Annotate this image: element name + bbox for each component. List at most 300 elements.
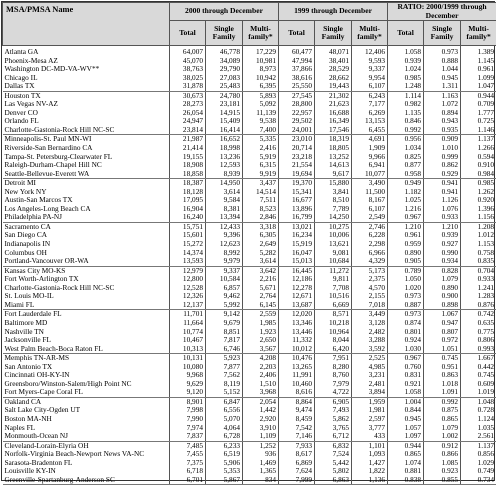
single-family-2000-cell: 7,562 [206, 371, 243, 380]
single-family-2000-cell: 12,593 [206, 161, 243, 170]
single-family-2000-cell: 15,409 [206, 117, 243, 126]
ratio-multi-family-cell: 0.728 [461, 406, 496, 415]
total-1999-cell: 28,800 [279, 100, 315, 109]
ratio-total-cell: 0.760 [388, 363, 424, 372]
subheader-total: Total [279, 21, 315, 46]
msa-name-cell: Oakland CA [3, 397, 170, 406]
multi-family-1999-cell: 6,966 [352, 249, 388, 258]
subheader-total: Total [388, 21, 424, 46]
table-row [3, 415, 496, 424]
table-row [3, 397, 496, 406]
ratio-total-cell: 0.865 [388, 450, 424, 459]
table-row [3, 257, 496, 266]
msa-name-cell: Fort Myers-Cape Coral FL [3, 388, 170, 397]
single-family-2000-cell: 6,233 [206, 441, 243, 450]
single-family-1999-cell: 7,979 [315, 380, 352, 389]
multi-family-1999-cell: 1,959 [352, 397, 388, 406]
table-row [3, 319, 496, 328]
ratio-total-cell: 1.050 [388, 275, 424, 284]
multi-family-1999-cell: 1,981 [352, 406, 388, 415]
multi-family-2000-cell: 5,092 [243, 100, 279, 109]
ratio-single-family-cell: 0.972 [424, 336, 461, 345]
total-2000-cell: 23,814 [170, 126, 206, 135]
total-2000-cell: 6,701 [170, 476, 206, 485]
multi-family-2000-cell: 2,054 [243, 397, 279, 406]
ratio-total-cell: 0.949 [388, 179, 424, 188]
multi-family-1999-cell: 2,481 [352, 380, 388, 389]
ratio-multi-family-cell: 0.709 [461, 100, 496, 109]
multi-family-2000-cell: 3,614 [243, 257, 279, 266]
multi-family-1999-cell: 3,128 [352, 319, 388, 328]
multi-family-2000-cell: 1,510 [243, 380, 279, 389]
table-row [3, 476, 496, 485]
ratio-multi-family-cell: 0.920 [461, 196, 496, 205]
ratio-single-family-cell: 0.935 [424, 126, 461, 135]
single-family-2000-cell: 16,414 [206, 126, 243, 135]
table-row [3, 135, 496, 144]
ratio-single-family-cell: 1.051 [424, 345, 461, 354]
msa-name-cell: Norfolk-Virginia Beach-Newport News VA-NC [3, 450, 170, 459]
ratio-multi-family-cell: 1.145 [461, 57, 496, 66]
ratio-single-family-cell: 0.828 [424, 266, 461, 275]
multi-family-1999-cell: 2,155 [352, 292, 388, 301]
total-2000-cell: 13,593 [170, 257, 206, 266]
msa-name-cell: Miami FL [3, 301, 170, 310]
multi-family-1999-cell: 12,406 [352, 46, 388, 57]
multi-family-1999-cell: 6,107 [352, 82, 388, 91]
table-row [3, 292, 496, 301]
ratio-total-cell: 0.846 [388, 117, 424, 126]
single-family-1999-cell: 7,708 [315, 284, 352, 293]
msa-name-cell: Naples FL [3, 424, 170, 433]
total-1999-cell: 15,919 [279, 240, 315, 249]
msa-name-cell: Memphis TN-AR-MS [3, 354, 170, 363]
table-row [3, 100, 496, 109]
table-row [3, 388, 496, 397]
total-2000-cell: 15,601 [170, 231, 206, 240]
ratio-multi-family-cell: 1.035 [461, 424, 496, 433]
multi-family-2000-cell: 5,335 [243, 135, 279, 144]
single-family-2000-cell: 23,181 [206, 100, 243, 109]
total-1999-cell: 21,554 [279, 161, 315, 170]
total-2000-cell: 7,990 [170, 415, 206, 424]
multi-family-1999-cell: 3,490 [352, 179, 388, 188]
total-2000-cell: 7,375 [170, 459, 206, 468]
ratio-total-cell: 1.020 [388, 284, 424, 293]
ratio-total-cell: 0.881 [388, 467, 424, 476]
ratio-single-family-cell: 0.894 [424, 109, 461, 118]
total-1999-cell: 29,502 [279, 117, 315, 126]
total-1999-cell: 16,234 [279, 231, 315, 240]
msa-name-cell: New York NY [3, 188, 170, 197]
total-1999-cell: 12,671 [279, 292, 315, 301]
total-1999-cell: 25,550 [279, 82, 315, 91]
single-family-1999-cell: 21,302 [315, 91, 352, 100]
single-family-1999-cell: 21,623 [315, 100, 352, 109]
single-family-2000-cell: 8,119 [206, 380, 243, 389]
table-row [3, 301, 496, 310]
total-1999-cell: 13,896 [279, 205, 315, 214]
single-family-2000-cell: 6,746 [206, 345, 243, 354]
total-2000-cell: 7,455 [170, 450, 206, 459]
ratio-multi-family-cell: 1.146 [461, 126, 496, 135]
total-1999-cell: 15,013 [279, 257, 315, 266]
total-1999-cell: 23,218 [279, 153, 315, 162]
ratio-single-family-cell: 0.943 [424, 117, 461, 126]
total-1999-cell: 10,460 [279, 380, 315, 389]
table-row [3, 57, 496, 66]
table-row [3, 109, 496, 118]
single-family-2000-cell: 5,992 [206, 301, 243, 310]
total-2000-cell: 15,272 [170, 240, 206, 249]
msa-name-cell: Seattle-Bellevue-Everett WA [3, 170, 170, 179]
single-family-1999-cell: 10,006 [315, 231, 352, 240]
ratio-total-cell: 1.030 [388, 345, 424, 354]
ratio-single-family-cell: 1.076 [424, 205, 461, 214]
multi-family-1999-cell: 7,018 [352, 301, 388, 310]
ratio-multi-family-cell: 1.012 [461, 231, 496, 240]
ratio-multi-family-cell: 1.396 [461, 205, 496, 214]
ratio-single-family-cell: 0.875 [424, 406, 461, 415]
ratio-single-family-cell: 0.745 [424, 354, 461, 363]
total-1999-cell: 15,341 [279, 188, 315, 197]
total-2000-cell: 26,054 [170, 109, 206, 118]
multi-family-1999-cell: 7,177 [352, 100, 388, 109]
ratio-multi-family-cell: 0.984 [461, 170, 496, 179]
ratio-total-cell: 1.114 [388, 91, 424, 100]
group-header-ratio: RATIO: 2000/1999 through December [388, 3, 496, 21]
ratio-multi-family-cell: 0.635 [461, 319, 496, 328]
table-row [3, 371, 496, 380]
single-family-1999-cell: 48,071 [315, 46, 352, 57]
ratio-multi-family-cell: 0.749 [461, 467, 496, 476]
ratio-total-cell: 1.248 [388, 82, 424, 91]
single-family-2000-cell: 7,817 [206, 336, 243, 345]
table-row [3, 188, 496, 197]
ratio-single-family-cell: 0.951 [424, 363, 461, 372]
ratio-single-family-cell: 0.941 [424, 188, 461, 197]
table-header [3, 3, 496, 46]
total-1999-cell: 8,459 [279, 415, 315, 424]
total-1999-cell: 11,991 [279, 371, 315, 380]
ratio-total-cell: 0.961 [388, 231, 424, 240]
multi-family-2000-cell: 2,216 [243, 275, 279, 284]
ratio-total-cell: 0.874 [388, 319, 424, 328]
total-2000-cell: 9,120 [170, 388, 206, 397]
multi-family-2000-cell: 1,923 [243, 328, 279, 337]
multi-family-2000-cell: 1,469 [243, 459, 279, 468]
single-family-2000-cell: 10,584 [206, 275, 243, 284]
ratio-multi-family-cell: 0.806 [461, 336, 496, 345]
table-row [3, 196, 496, 205]
total-1999-cell: 24,001 [279, 126, 315, 135]
ratio-total-cell: 0.956 [388, 135, 424, 144]
ratio-total-cell: 1.058 [388, 46, 424, 57]
table-row [3, 82, 496, 91]
msa-name-cell: Charlotte-Gastonia-Rock Hill NC-SC [3, 126, 170, 135]
total-2000-cell: 10,313 [170, 345, 206, 354]
ratio-multi-family-cell: 0.704 [461, 266, 496, 275]
ratio-total-cell: 1.058 [388, 388, 424, 397]
ratio-multi-family-cell: 0.725 [461, 117, 496, 126]
msa-name-cell: Philadelphia PA-NJ [3, 213, 170, 222]
ratio-single-family-cell: 0.992 [424, 397, 461, 406]
single-family-1999-cell: 28,529 [315, 65, 352, 74]
total-1999-cell: 7,146 [279, 432, 315, 441]
table-row [3, 441, 496, 450]
multi-family-1999-cell: 2,375 [352, 275, 388, 284]
ratio-single-family-cell: 0.909 [424, 135, 461, 144]
table-row [3, 117, 496, 126]
single-family-2000-cell: 13,236 [206, 153, 243, 162]
total-2000-cell: 18,128 [170, 188, 206, 197]
msa-name-cell: Salt Lake City-Ogden UT [3, 406, 170, 415]
multi-family-2000-cell: 936 [243, 450, 279, 459]
multi-family-1999-cell: 9,593 [352, 57, 388, 66]
msa-name-cell: Monmouth-Ocean NJ [3, 432, 170, 441]
table-row [3, 459, 496, 468]
total-2000-cell: 10,080 [170, 363, 206, 372]
multi-family-2000-cell: 9,538 [243, 117, 279, 126]
ratio-total-cell: 1.210 [388, 222, 424, 231]
msa-name-cell: Tampa-St. Petersburg-Clearwater FL [3, 153, 170, 162]
multi-family-1999-cell: 3,231 [352, 371, 388, 380]
total-2000-cell: 10,467 [170, 336, 206, 345]
multi-family-2000-cell: 2,203 [243, 363, 279, 372]
table-row [3, 380, 496, 389]
ratio-multi-family-cell: 1.047 [461, 82, 496, 91]
total-2000-cell: 12,137 [170, 301, 206, 310]
building-permits-table [2, 2, 496, 485]
ratio-single-family-cell: 0.912 [424, 441, 461, 450]
table-row [3, 284, 496, 293]
total-1999-cell: 10,476 [279, 354, 315, 363]
single-family-1999-cell: 11,272 [315, 266, 352, 275]
subheader-single-family: Single Family [315, 21, 352, 46]
total-2000-cell: 64,007 [170, 46, 206, 57]
ratio-total-cell: 1.024 [388, 65, 424, 74]
total-2000-cell: 11,701 [170, 310, 206, 319]
multi-family-1999-cell: 6,228 [352, 231, 388, 240]
single-family-1999-cell: 10,275 [315, 222, 352, 231]
ratio-multi-family-cell: 1.389 [461, 46, 496, 57]
total-2000-cell: 7,974 [170, 424, 206, 433]
total-2000-cell: 14,374 [170, 249, 206, 258]
ratio-single-family-cell: 0.927 [424, 240, 461, 249]
multi-family-2000-cell: 5,919 [243, 153, 279, 162]
multi-family-2000-cell: 6,395 [243, 82, 279, 91]
ratio-single-family-cell: 1.210 [424, 222, 461, 231]
msa-name-cell: Detroit MI [3, 179, 170, 188]
table-body [3, 46, 496, 485]
table-row [3, 161, 496, 170]
ratio-total-cell: 0.877 [388, 161, 424, 170]
multi-family-2000-cell: 7,400 [243, 126, 279, 135]
single-family-2000-cell: 8,992 [206, 249, 243, 258]
table-row [3, 328, 496, 337]
ratio-multi-family-cell: 1.266 [461, 144, 496, 153]
report-table-frame [1, 1, 495, 481]
table-row [3, 222, 496, 231]
multi-family-1999-cell: 4,691 [352, 135, 388, 144]
single-family-1999-cell: 10,964 [315, 328, 352, 337]
subheader-total: Total [170, 21, 206, 46]
ratio-multi-family-cell: 1.667 [461, 354, 496, 363]
single-family-2000-cell: 8,939 [206, 170, 243, 179]
multi-family-1999-cell: 5,173 [352, 266, 388, 275]
ratio-single-family-cell: 0.888 [424, 57, 461, 66]
ratio-total-cell: 0.967 [388, 354, 424, 363]
msa-name-cell: Houston TX [3, 91, 170, 100]
total-2000-cell: 16,904 [170, 205, 206, 214]
table-row [3, 240, 496, 249]
total-2000-cell: 16,240 [170, 213, 206, 222]
multi-family-1999-cell: 6,243 [352, 91, 388, 100]
multi-family-2000-cell: 5,671 [243, 284, 279, 293]
total-1999-cell: 16,799 [279, 213, 315, 222]
single-family-1999-cell: 14,613 [315, 161, 352, 170]
multi-family-1999-cell: 3,894 [352, 388, 388, 397]
table-row [3, 126, 496, 135]
ratio-multi-family-cell: 0.961 [461, 65, 496, 74]
total-1999-cell: 16,677 [279, 196, 315, 205]
single-family-1999-cell: 5,862 [315, 415, 352, 424]
ratio-single-family-cell: 0.973 [424, 46, 461, 57]
ratio-total-cell: 0.831 [388, 371, 424, 380]
multi-family-2000-cell: 1,985 [243, 319, 279, 328]
multi-family-2000-cell: 10,981 [243, 57, 279, 66]
total-1999-cell: 22,957 [279, 109, 315, 118]
multi-family-2000-cell: 1,252 [243, 441, 279, 450]
total-1999-cell: 7,933 [279, 441, 315, 450]
table-row [3, 153, 496, 162]
multi-family-1999-cell: 6,107 [352, 205, 388, 214]
ratio-multi-family-cell: 1.137 [461, 135, 496, 144]
single-family-2000-cell: 5,867 [206, 476, 243, 485]
multi-family-2000-cell: 1,365 [243, 467, 279, 476]
ratio-multi-family-cell: 1.208 [461, 222, 496, 231]
ratio-multi-family-cell: 0.745 [461, 371, 496, 380]
multi-family-1999-cell: 6,941 [352, 161, 388, 170]
msa-name-cell: Cleveland-Lorain-Elyria OH [3, 441, 170, 450]
ratio-multi-family-cell: 0.910 [461, 161, 496, 170]
total-2000-cell: 8,901 [170, 397, 206, 406]
total-1999-cell: 12,186 [279, 275, 315, 284]
single-family-1999-cell: 17,546 [315, 126, 352, 135]
single-family-1999-cell: 8,280 [315, 363, 352, 372]
ratio-single-family-cell: 0.934 [424, 257, 461, 266]
ratio-multi-family-cell: 0.734 [461, 476, 496, 485]
multi-family-1999-cell: 3,449 [352, 310, 388, 319]
total-2000-cell: 12,800 [170, 275, 206, 284]
multi-family-1999-cell: 9,954 [352, 74, 388, 83]
single-family-2000-cell: 9,396 [206, 231, 243, 240]
total-2000-cell: 18,387 [170, 179, 206, 188]
total-2000-cell: 18,908 [170, 161, 206, 170]
single-family-1999-cell: 19,443 [315, 82, 352, 91]
ratio-single-family-cell: 0.933 [424, 213, 461, 222]
single-family-2000-cell: 5,906 [206, 459, 243, 468]
multi-family-1999-cell: 1,822 [352, 467, 388, 476]
single-family-1999-cell: 16,349 [315, 117, 352, 126]
msa-name-cell: Phoenix-Mesa AZ [3, 57, 170, 66]
total-2000-cell: 18,858 [170, 170, 206, 179]
ratio-single-family-cell: 0.999 [424, 153, 461, 162]
multi-family-2000-cell: 3,318 [243, 222, 279, 231]
total-1999-cell: 11,332 [279, 336, 315, 345]
single-family-1999-cell: 10,218 [315, 319, 352, 328]
single-family-2000-cell: 5,152 [206, 388, 243, 397]
multi-family-2000-cell: 3,968 [243, 388, 279, 397]
table-row [3, 179, 496, 188]
single-family-1999-cell: 6,669 [315, 301, 352, 310]
total-1999-cell: 9,474 [279, 406, 315, 415]
ratio-single-family-cell: 1.002 [424, 432, 461, 441]
ratio-total-cell: 0.825 [388, 153, 424, 162]
single-family-2000-cell: 46,778 [206, 46, 243, 57]
table-row [3, 432, 496, 441]
ratio-multi-family-cell: 0.442 [461, 363, 496, 372]
ratio-total-cell: 0.959 [388, 240, 424, 249]
multi-family-2000-cell: 7,511 [243, 196, 279, 205]
single-family-2000-cell: 9,979 [206, 257, 243, 266]
ratio-single-family-cell: 0.947 [424, 319, 461, 328]
multi-family-1999-cell: 1,101 [352, 441, 388, 450]
single-family-2000-cell: 24,780 [206, 91, 243, 100]
msa-name-cell: Las Vegas NV-AZ [3, 100, 170, 109]
ratio-total-cell: 0.921 [388, 380, 424, 389]
msa-name-cell: Baltimore MD [3, 319, 170, 328]
total-1999-cell: 47,994 [279, 57, 315, 66]
table-row [3, 354, 496, 363]
multi-family-2000-cell: 11,139 [243, 109, 279, 118]
ratio-total-cell: 0.924 [388, 336, 424, 345]
table-row [3, 363, 496, 372]
ratio-total-cell: 1.057 [388, 424, 424, 433]
single-family-2000-cell: 25,483 [206, 82, 243, 91]
table-row [3, 450, 496, 459]
single-family-1999-cell: 8,571 [315, 310, 352, 319]
total-1999-cell: 38,616 [279, 74, 315, 83]
total-2000-cell: 12,979 [170, 266, 206, 275]
total-1999-cell: 13,265 [279, 363, 315, 372]
multi-family-1999-cell: 2,549 [352, 213, 388, 222]
multi-family-2000-cell: 2,920 [243, 415, 279, 424]
ratio-single-family-cell: 0.866 [424, 450, 461, 459]
single-family-2000-cell: 9,584 [206, 196, 243, 205]
table-row [3, 170, 496, 179]
single-family-2000-cell: 6,556 [206, 406, 243, 415]
single-family-2000-cell: 6,728 [206, 432, 243, 441]
table-row [3, 310, 496, 319]
total-2000-cell: 9,629 [170, 380, 206, 389]
group-header-1999: 1999 through December [279, 3, 388, 21]
single-family-2000-cell: 14,950 [206, 179, 243, 188]
ratio-total-cell: 0.838 [388, 476, 424, 485]
single-family-1999-cell: 6,863 [315, 476, 352, 485]
ratio-single-family-cell: 1.044 [424, 65, 461, 74]
single-family-2000-cell: 16,652 [206, 135, 243, 144]
multi-family-2000-cell: 4,208 [243, 354, 279, 363]
ratio-multi-family-cell: 0.856 [461, 450, 496, 459]
msa-name-cell: Greenville-Spartanburg-Anderson SC [3, 476, 170, 485]
subheader-multi-family: Multi-family* [243, 21, 279, 46]
multi-family-1999-cell: 4,329 [352, 257, 388, 266]
single-family-2000-cell: 7,877 [206, 363, 243, 372]
msa-name-cell: Washington DC-MD-VA-WV** [3, 65, 170, 74]
total-1999-cell: 60,477 [279, 46, 315, 57]
multi-family-2000-cell: 3,567 [243, 345, 279, 354]
